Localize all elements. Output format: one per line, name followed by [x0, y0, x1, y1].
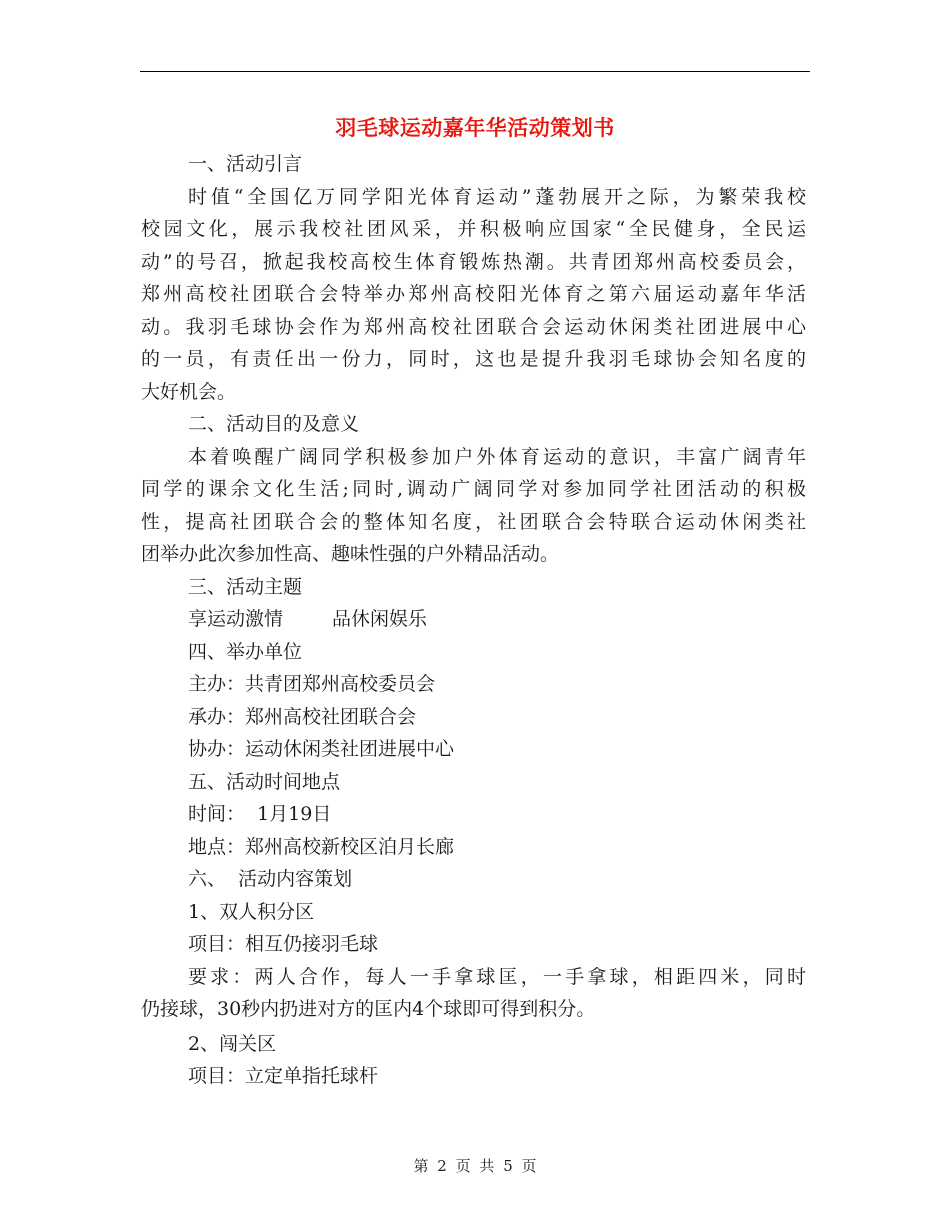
time-line: 时间： 1月19日: [188, 803, 332, 825]
document-body: [141, 148, 806, 1093]
theme-part-a: 享运动激情: [188, 608, 284, 630]
paragraph-line: 本着唤醒广阔同学积极参加户外体育运动的意识，丰富广阔青年: [188, 445, 806, 468]
organizer-line: 承办：郑州高校社团联合会: [188, 705, 417, 728]
header-rule: [140, 71, 810, 72]
coorganizer-line: 协办：运动休闲类社团进展中心: [188, 738, 455, 760]
footer-page-word: 页: [455, 1157, 471, 1175]
paragraph-line: 校园文化，展示我校社团风采，并积极响应国家“全民健身，全民运: [141, 218, 806, 240]
item1-requirement-line: 仍接球，30秒内扔进对方的匡内4个球即可得到积分。: [141, 998, 596, 1020]
section-heading-theme: 三、活动主题: [188, 575, 303, 598]
paragraph-line: 郑州高校社团联合会特举办郑州高校阳光体育之第六届运动嘉年华活: [141, 283, 806, 305]
item1-requirement-line: 要求：两人合作，每人一手拿球匡，一手拿球，相距四米，同时: [188, 965, 806, 988]
paragraph-line: 动。我羽毛球协会作为郑州高校社团联合会运动休闲类社团进展中心: [141, 315, 806, 338]
place-line: 地点：郑州高校新校区泊月长廊: [188, 835, 455, 858]
footer-current-page: 2: [437, 1157, 447, 1175]
paragraph-line: 时值“全国亿万同学阳光体育运动”蓬勃展开之际，为繁荣我校: [188, 185, 806, 208]
section-heading-purpose: 二、活动目的及意义: [188, 413, 360, 435]
item1-project: 项目：相互仍接羽毛球: [188, 933, 379, 955]
section-heading-intro: 一、活动引言: [188, 153, 303, 175]
section-heading-content: 六、 活动内容策划: [188, 868, 353, 890]
paragraph-line: 团举办此次参加性高、趣味性强的户外精品活动。: [141, 543, 560, 565]
item2-heading: 2、闯关区: [188, 1032, 277, 1055]
theme-part-b: 品休闲娱乐: [332, 608, 428, 630]
section-heading-organizers: 四、举办单位: [188, 640, 303, 663]
paragraph-line: 性，提高社团联合会的整体知名度，社团联合会特联合运动休闲类社: [141, 510, 806, 533]
footer-total-pages: 5: [503, 1157, 513, 1175]
item1-heading: 1、双人积分区: [188, 900, 315, 923]
paragraph-line: 大好机会。: [141, 380, 237, 403]
footer-prefix: 第: [413, 1157, 429, 1175]
paragraph-line: 同学的课余文化生活;同时,调动广阔同学对参加同学社团活动的积极: [141, 478, 806, 500]
theme-line: [141, 603, 806, 636]
host-line: 主办：共青团郑州高校委员会: [188, 673, 436, 695]
page-footer: [0, 1155, 950, 1176]
paragraph-line: 动”的号召，掀起我校高校生体育锻炼热潮。共青团郑州高校委员会，: [141, 250, 806, 273]
item2-project: 项目：立定单指托球杆: [188, 1065, 379, 1087]
footer-total-word: 共: [479, 1157, 495, 1175]
document-title: 羽毛球运动嘉年华活动策划书: [335, 115, 615, 140]
paragraph-line: 的一员，有责任出一份力，同时，这也是提升我羽毛球协会知名度的: [141, 348, 806, 370]
footer-suffix: 页: [521, 1157, 537, 1175]
section-heading-time-place: 五、活动时间地点: [188, 770, 341, 793]
